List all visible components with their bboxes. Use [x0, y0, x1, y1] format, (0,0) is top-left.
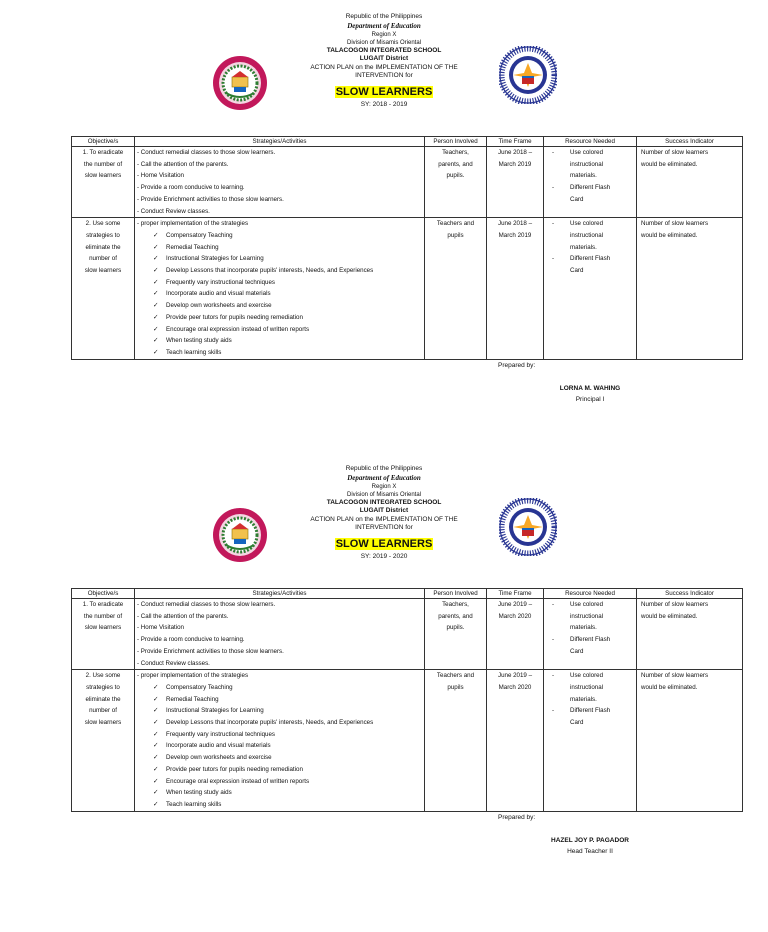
- document-page-2: [0, 452, 768, 918]
- objective-line: the number of: [83, 160, 123, 168]
- prepared-by-label: Prepared by:: [498, 814, 536, 821]
- division-line: Division of Misamis Oriental: [346, 39, 422, 46]
- strategy-checklist: [137, 682, 422, 811]
- checklist-item: ✓ Frequently vary instructional techniques: [153, 277, 422, 289]
- column-header: Time Frame: [487, 589, 544, 599]
- indicator-line: Number of slow learners: [641, 672, 709, 680]
- school-year: SY: 2019 - 2020: [360, 552, 408, 560]
- resource-line: Card: [570, 647, 584, 655]
- resource-line: - Different Flash: [570, 255, 611, 263]
- objective-cell: [72, 670, 135, 811]
- person-line: Teachers,: [442, 149, 469, 156]
- table-row: [72, 218, 743, 359]
- checklist-item: ✓ Compensatory Teaching: [153, 230, 422, 242]
- region-line: Region X: [371, 31, 397, 38]
- republic-line: Republic of the Philippines: [345, 465, 423, 472]
- resource-line: - Different Flash: [570, 707, 611, 715]
- signatory-name: LORNA M. WAHING: [559, 385, 621, 392]
- strategies-cell: [135, 599, 425, 670]
- resource-item: [546, 253, 634, 276]
- objective-line: the number of: [83, 612, 123, 620]
- strategies-line: - Home Visitation: [137, 172, 184, 180]
- checklist-item: ✓ Develop own worksheets and exercise: [153, 300, 422, 312]
- strategies-line: - proper implementation of the strategies: [137, 220, 249, 228]
- time-line: June 2019 –: [497, 601, 533, 608]
- time-line: June 2018 –: [497, 220, 533, 228]
- objective-line: slow learners: [84, 172, 122, 180]
- school-name: TALACOGON INTEGRATED SCHOOL: [326, 46, 442, 54]
- region-line: Region X: [371, 483, 397, 490]
- letterhead: [0, 466, 768, 560]
- checklist-item: ✓ Develop Lessons that incorporate pupils' interests, Needs, and Experiences: [153, 717, 422, 729]
- objective-line: number of: [89, 707, 117, 715]
- action-plan-line-1: ACTION PLAN on the IMPLEMENTATION OF THE: [310, 515, 458, 523]
- checklist-item: ✓ Provide peer tutors for pupils needing remediation: [153, 764, 422, 776]
- indicator-line: would be eliminated.: [641, 231, 698, 239]
- objective-cell: [72, 147, 135, 218]
- resource-line: - Use colored: [570, 220, 604, 228]
- checklist-item: ✓ Incorporate audio and visual materials: [153, 740, 422, 752]
- column-header: Success Indicator: [637, 137, 743, 147]
- time-line: March 2020: [498, 683, 532, 691]
- resource-line: materials.: [570, 172, 597, 180]
- resource-line: instructional: [570, 160, 604, 168]
- objective-cell: [72, 599, 135, 670]
- district-name: LUGAIT District: [359, 55, 409, 62]
- resource-line: - Different Flash: [570, 184, 611, 192]
- column-header: Success Indicator: [637, 589, 743, 599]
- resource-item: [546, 705, 634, 728]
- indicator-line: Number of slow learners: [641, 149, 709, 156]
- signatory-block: [525, 383, 655, 405]
- objective-line: slow learners: [84, 719, 122, 727]
- time-frame-cell: [487, 670, 544, 811]
- objective-line: slow learners: [84, 624, 122, 632]
- plan-title: SLOW LEARNERS: [335, 85, 433, 98]
- checklist-item: ✓ Instructional Strategies for Learning: [153, 253, 422, 265]
- resource-line: materials.: [570, 243, 597, 251]
- department-line: Department of Education: [347, 473, 421, 482]
- strategies-cell: [135, 670, 425, 811]
- objective-line: number of: [89, 255, 117, 263]
- checklist-item: ✓ Frequently vary instructional techniques: [153, 729, 422, 741]
- person-cell: [425, 147, 487, 218]
- resource-item: [546, 599, 634, 634]
- column-header: Resource Needed: [544, 137, 637, 147]
- resource-item: [546, 634, 634, 657]
- resource-item: [546, 147, 634, 182]
- checklist-item: ✓ When testing study aids: [153, 787, 422, 799]
- republic-line: Republic of the Philippines: [345, 13, 423, 20]
- resource-cell: [544, 147, 637, 218]
- column-header: Strategies/Activities: [135, 589, 425, 599]
- action-plan-line-2: INTERVENTION for: [355, 524, 413, 531]
- objective-line: 2. Use some: [85, 672, 121, 680]
- checklist-item: ✓ Encourage oral expression instead of written reports: [153, 324, 422, 336]
- strategies-line: - Provide a room conducive to learning.: [137, 636, 245, 644]
- plan-title: SLOW LEARNERS: [335, 537, 433, 550]
- strategies-line: - Home Visitation: [137, 624, 184, 632]
- school-seal-icon: [212, 55, 268, 111]
- strategies-line: - Call the attention of the parents.: [137, 612, 229, 620]
- person-cell: [425, 599, 487, 670]
- person-line: pupils: [447, 231, 464, 239]
- objective-cell: [72, 218, 135, 359]
- checklist-item: ✓ Develop own worksheets and exercise: [153, 752, 422, 764]
- action-plan-line-2: INTERVENTION for: [355, 72, 413, 79]
- resource-list: [546, 670, 634, 729]
- person-line: pupils: [447, 683, 464, 691]
- column-header: Objective/s: [72, 137, 135, 147]
- indicator-line: Number of slow learners: [641, 601, 709, 608]
- resource-line: materials.: [570, 695, 597, 703]
- resource-line: instructional: [570, 231, 604, 239]
- checklist-item: ✓ Remedial Teaching: [153, 242, 422, 254]
- signatory-position: Principal I: [575, 396, 605, 403]
- strategies-line: - proper implementation of the strategies: [137, 672, 249, 680]
- department-line: Department of Education: [347, 21, 421, 30]
- strategies-line: - Conduct Review classes.: [137, 207, 210, 215]
- strategies-line: - Provide a room conducive to learning.: [137, 184, 245, 192]
- resource-line: - Use colored: [570, 672, 604, 680]
- time-line: June 2019 –: [497, 672, 533, 680]
- resource-list: [546, 147, 634, 206]
- resource-list: [546, 218, 634, 277]
- time-line: March 2019: [498, 160, 532, 168]
- school-name: TALACOGON INTEGRATED SCHOOL: [326, 498, 442, 506]
- time-frame-cell: [487, 218, 544, 359]
- resource-list: [546, 599, 634, 658]
- strategies-cell: [135, 147, 425, 218]
- table-row: [72, 670, 743, 811]
- person-line: parents, and: [438, 160, 473, 168]
- deped-seal-icon: [499, 498, 557, 556]
- strategies-line: - Conduct remedial classes to those slow learners.: [137, 149, 276, 156]
- objective-line: eliminate the: [85, 243, 121, 251]
- column-header: Person Involved: [425, 589, 487, 599]
- person-cell: [425, 218, 487, 359]
- resource-line: instructional: [570, 612, 604, 620]
- objective-line: 1. To eradicate: [82, 601, 124, 608]
- checklist-item: ✓ Instructional Strategies for Learning: [153, 705, 422, 717]
- table-row: [72, 599, 743, 670]
- strategies-cell: [135, 218, 425, 359]
- indicator-line: Number of slow learners: [641, 220, 709, 228]
- strategies-line: - Provide Enrichment activities to those slow learners.: [137, 195, 284, 203]
- strategies-line: - Call the attention of the parents.: [137, 160, 229, 168]
- checklist-item: ✓ Teach learning skills: [153, 799, 422, 811]
- school-seal-icon: [212, 507, 268, 563]
- checklist-item: ✓ Compensatory Teaching: [153, 682, 422, 694]
- checklist-item: ✓ Teach learning skills: [153, 347, 422, 359]
- signatory-block: [525, 835, 655, 857]
- time-frame-cell: [487, 147, 544, 218]
- time-line: June 2018 –: [497, 149, 533, 156]
- resource-line: materials.: [570, 624, 597, 632]
- action-plan-table: [71, 136, 743, 360]
- person-line: Teachers,: [442, 601, 469, 608]
- objective-line: strategies to: [86, 231, 120, 239]
- resource-cell: [544, 218, 637, 359]
- column-header: Strategies/Activities: [135, 137, 425, 147]
- resource-item: [546, 218, 634, 253]
- time-line: March 2019: [498, 231, 532, 239]
- resource-line: - Use colored: [570, 149, 604, 156]
- person-line: pupils.: [446, 172, 465, 180]
- strategies-line: - Conduct remedial classes to those slow learners.: [137, 601, 276, 608]
- checklist-item: ✓ Incorporate audio and visual materials: [153, 288, 422, 300]
- checklist-item: ✓ Develop Lessons that incorporate pupils' interests, Needs, and Experiences: [153, 265, 422, 277]
- checklist-item: ✓ When testing study aids: [153, 335, 422, 347]
- person-line: pupils.: [446, 624, 465, 632]
- indicator-cell: [637, 670, 743, 811]
- column-header: Person Involved: [425, 137, 487, 147]
- objective-line: 2. Use some: [85, 220, 121, 228]
- table-row: [72, 147, 743, 218]
- resource-item: [546, 182, 634, 205]
- time-line: March 2020: [498, 612, 532, 620]
- objective-line: 1. To eradicate: [82, 149, 124, 156]
- division-line: Division of Misamis Oriental: [346, 491, 422, 498]
- time-frame-cell: [487, 599, 544, 670]
- objective-line: slow learners: [84, 267, 122, 275]
- indicator-line: would be eliminated.: [641, 612, 698, 620]
- checklist-item: ✓ Encourage oral expression instead of written reports: [153, 776, 422, 788]
- strategies-line: - Conduct Review classes.: [137, 659, 210, 667]
- prepared-by-label: Prepared by:: [498, 362, 536, 369]
- resource-line: Card: [570, 267, 584, 275]
- person-line: parents, and: [438, 612, 473, 620]
- column-header: Objective/s: [72, 589, 135, 599]
- resource-line: Card: [570, 195, 584, 203]
- strategies-line: - Provide Enrichment activities to those slow learners.: [137, 647, 284, 655]
- action-plan-table: [71, 588, 743, 812]
- school-year: SY: 2018 - 2019: [360, 100, 408, 108]
- letterhead: [0, 14, 768, 108]
- deped-seal-icon: [499, 46, 557, 104]
- checklist-item: ✓ Provide peer tutors for pupils needing remediation: [153, 312, 422, 324]
- signatory-name: HAZEL JOY P. PAGADOR: [551, 837, 629, 844]
- person-line: Teachers and: [436, 672, 475, 680]
- district-name: LUGAIT District: [359, 507, 409, 514]
- table-header-row: [72, 589, 743, 599]
- signatory-position: Head Teacher II: [567, 848, 613, 855]
- indicator-line: would be eliminated.: [641, 683, 698, 691]
- action-plan-line-1: ACTION PLAN on the IMPLEMENTATION OF THE: [310, 63, 458, 71]
- indicator-cell: [637, 218, 743, 359]
- resource-line: - Different Flash: [570, 636, 611, 644]
- indicator-cell: [637, 599, 743, 670]
- column-header: Resource Needed: [544, 589, 637, 599]
- resource-line: instructional: [570, 683, 604, 691]
- objective-line: strategies to: [86, 683, 120, 691]
- person-line: Teachers and: [436, 220, 475, 228]
- resource-line: Card: [570, 719, 584, 727]
- column-header: Time Frame: [487, 137, 544, 147]
- indicator-cell: [637, 147, 743, 218]
- objective-line: eliminate the: [85, 695, 121, 703]
- strategy-checklist: [137, 230, 422, 359]
- checklist-item: ✓ Remedial Teaching: [153, 694, 422, 706]
- person-cell: [425, 670, 487, 811]
- resource-item: [546, 670, 634, 705]
- resource-line: - Use colored: [570, 601, 604, 608]
- resource-cell: [544, 599, 637, 670]
- indicator-line: would be eliminated.: [641, 160, 698, 168]
- resource-cell: [544, 670, 637, 811]
- table-header-row: [72, 137, 743, 147]
